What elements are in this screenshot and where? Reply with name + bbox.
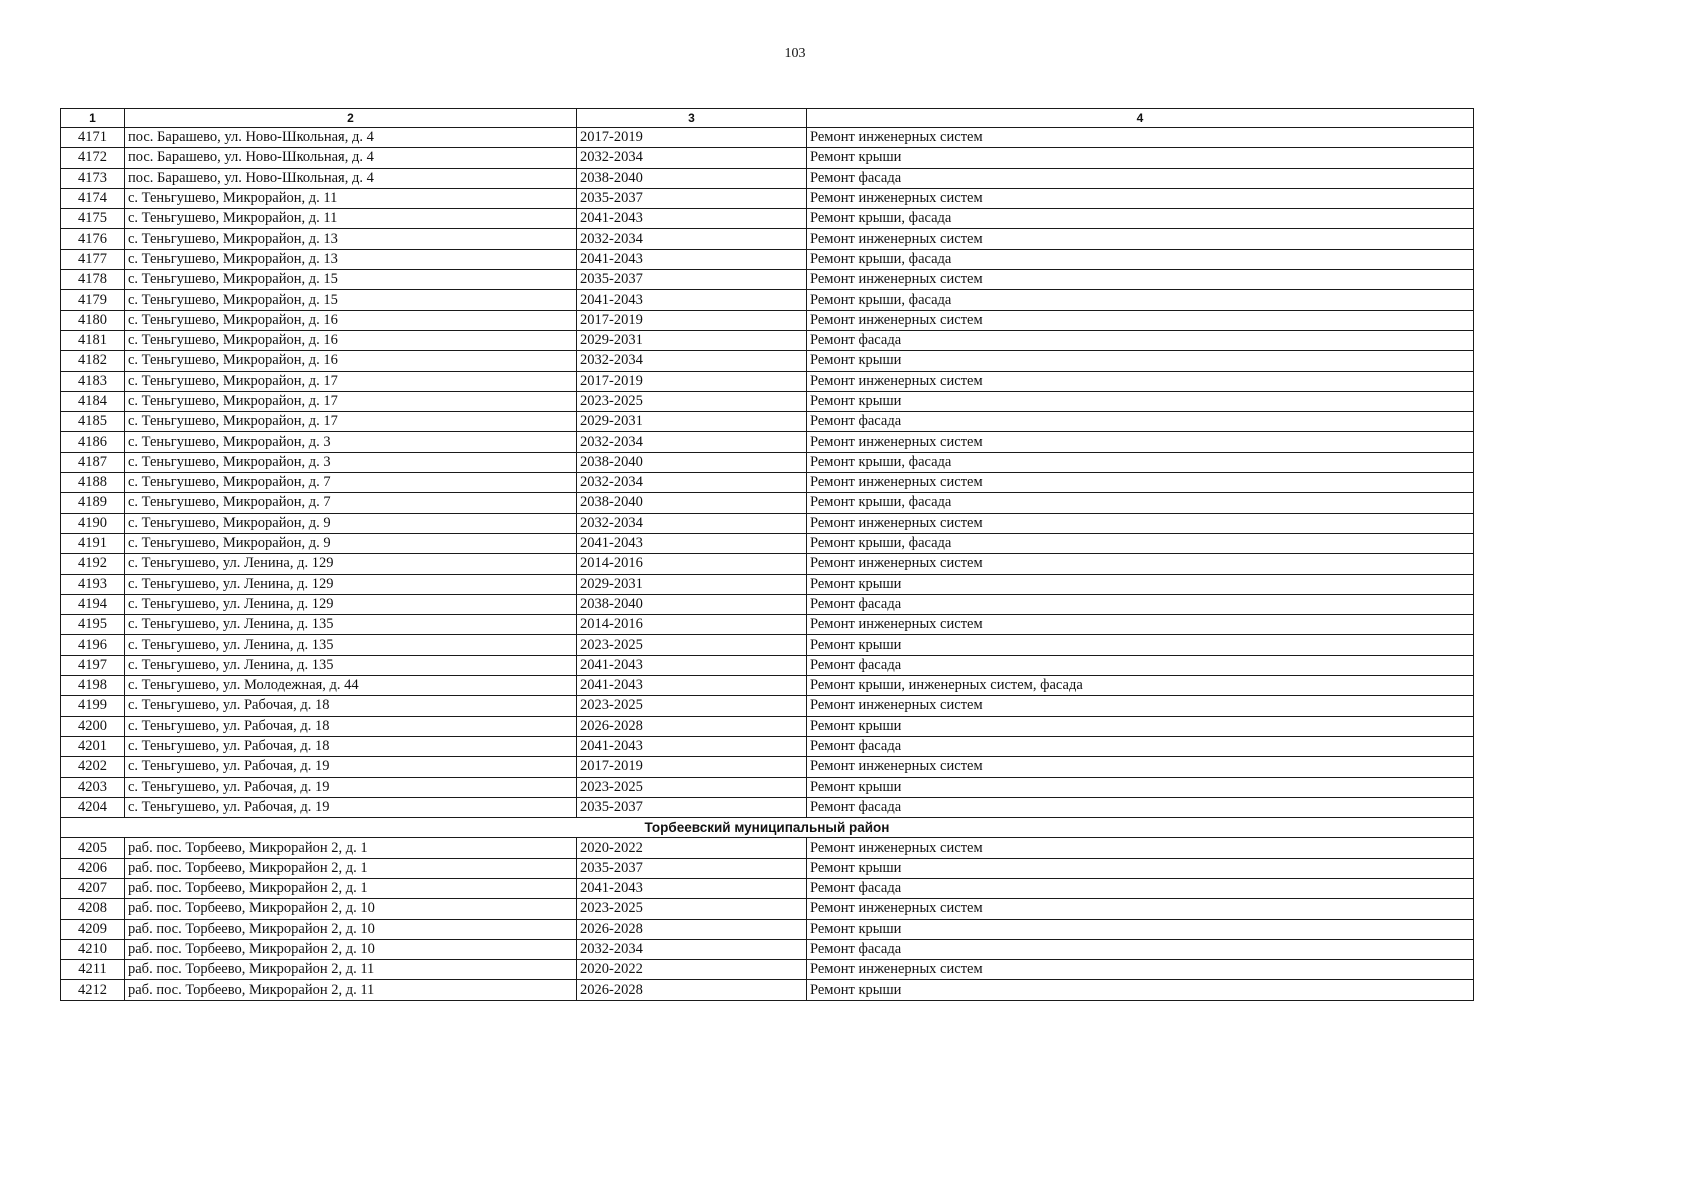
address-cell: с. Теньгушево, ул. Ленина, д. 129 xyxy=(125,554,577,574)
address-cell: с. Теньгушево, ул. Ленина, д. 129 xyxy=(125,574,577,594)
address-cell: с. Теньгушево, Микрорайон, д. 9 xyxy=(125,513,577,533)
row-number: 4200 xyxy=(61,716,125,736)
table-row xyxy=(61,452,1474,472)
table-row xyxy=(61,635,1474,655)
table-row xyxy=(61,736,1474,756)
row-number: 4207 xyxy=(61,878,125,898)
row-number: 4190 xyxy=(61,513,125,533)
work-type-cell: Ремонт крыши, фасада xyxy=(807,452,1474,472)
table-row xyxy=(61,513,1474,533)
row-number: 4204 xyxy=(61,797,125,817)
table-row xyxy=(61,980,1474,1000)
row-number: 4195 xyxy=(61,615,125,635)
address-cell: с. Теньгушево, ул. Рабочая, д. 19 xyxy=(125,757,577,777)
address-cell: с. Теньгушево, ул. Рабочая, д. 19 xyxy=(125,797,577,817)
table-row xyxy=(61,351,1474,371)
table-row xyxy=(61,838,1474,858)
period-cell: 2023-2025 xyxy=(577,899,807,919)
address-cell: с. Теньгушево, ул. Ленина, д. 129 xyxy=(125,594,577,614)
period-cell: 2041-2043 xyxy=(577,209,807,229)
address-cell: раб. пос. Торбеево, Микрорайон 2, д. 1 xyxy=(125,838,577,858)
work-type-cell: Ремонт крыши, инженерных систем, фасада xyxy=(807,676,1474,696)
table-row xyxy=(61,432,1474,452)
row-number: 4178 xyxy=(61,270,125,290)
row-number: 4182 xyxy=(61,351,125,371)
period-cell: 2020-2022 xyxy=(577,960,807,980)
table-row xyxy=(61,128,1474,148)
period-cell: 2026-2028 xyxy=(577,716,807,736)
row-number: 4194 xyxy=(61,594,125,614)
row-number: 4196 xyxy=(61,635,125,655)
work-type-cell: Ремонт инженерных систем xyxy=(807,432,1474,452)
period-cell: 2041-2043 xyxy=(577,676,807,696)
work-type-cell: Ремонт фасада xyxy=(807,594,1474,614)
table-row xyxy=(61,899,1474,919)
row-number: 4212 xyxy=(61,980,125,1000)
row-number: 4184 xyxy=(61,391,125,411)
address-cell: раб. пос. Торбеево, Микрорайон 2, д. 1 xyxy=(125,858,577,878)
address-cell: с. Теньгушево, Микрорайон, д. 3 xyxy=(125,452,577,472)
row-number: 4205 xyxy=(61,838,125,858)
table-row xyxy=(61,919,1474,939)
work-type-cell: Ремонт инженерных систем xyxy=(807,188,1474,208)
address-cell: с. Теньгушево, ул. Молодежная, д. 44 xyxy=(125,676,577,696)
row-number: 4210 xyxy=(61,939,125,959)
row-number: 4185 xyxy=(61,412,125,432)
work-type-cell: Ремонт инженерных систем xyxy=(807,270,1474,290)
row-number: 4187 xyxy=(61,452,125,472)
period-cell: 2026-2028 xyxy=(577,980,807,1000)
table-row xyxy=(61,878,1474,898)
work-type-cell: Ремонт крыши, фасада xyxy=(807,533,1474,553)
address-cell: раб. пос. Торбеево, Микрорайон 2, д. 10 xyxy=(125,899,577,919)
work-type-cell: Ремонт инженерных систем xyxy=(807,757,1474,777)
address-cell: с. Теньгушево, Микрорайон, д. 15 xyxy=(125,270,577,290)
row-number: 4201 xyxy=(61,736,125,756)
work-type-cell: Ремонт инженерных систем xyxy=(807,838,1474,858)
period-cell: 2032-2034 xyxy=(577,473,807,493)
table-row xyxy=(61,330,1474,350)
address-cell: с. Теньгушево, Микрорайон, д. 13 xyxy=(125,249,577,269)
table-row xyxy=(61,290,1474,310)
row-number: 4192 xyxy=(61,554,125,574)
period-cell: 2032-2034 xyxy=(577,513,807,533)
table-row xyxy=(61,412,1474,432)
address-cell: с. Теньгушево, Микрорайон, д. 16 xyxy=(125,310,577,330)
work-type-cell: Ремонт крыши xyxy=(807,980,1474,1000)
period-cell: 2038-2040 xyxy=(577,493,807,513)
period-cell: 2032-2034 xyxy=(577,432,807,452)
address-cell: с. Теньгушево, Микрорайон, д. 16 xyxy=(125,351,577,371)
period-cell: 2032-2034 xyxy=(577,148,807,168)
address-cell: раб. пос. Торбеево, Микрорайон 2, д. 10 xyxy=(125,939,577,959)
address-cell: с. Теньгушево, Микрорайон, д. 16 xyxy=(125,330,577,350)
period-cell: 2014-2016 xyxy=(577,554,807,574)
work-type-cell: Ремонт крыши, фасада xyxy=(807,493,1474,513)
table-row xyxy=(61,696,1474,716)
work-type-cell: Ремонт крыши xyxy=(807,574,1474,594)
row-number: 4193 xyxy=(61,574,125,594)
work-type-cell: Ремонт фасада xyxy=(807,330,1474,350)
period-cell: 2041-2043 xyxy=(577,533,807,553)
work-type-cell: Ремонт крыши xyxy=(807,919,1474,939)
work-type-cell: Ремонт крыши, фасада xyxy=(807,209,1474,229)
work-type-cell: Ремонт фасада xyxy=(807,878,1474,898)
work-type-cell: Ремонт инженерных систем xyxy=(807,513,1474,533)
table-row xyxy=(61,960,1474,980)
row-number: 4181 xyxy=(61,330,125,350)
period-cell: 2014-2016 xyxy=(577,615,807,635)
address-cell: пос. Барашево, ул. Ново-Школьная, д. 4 xyxy=(125,148,577,168)
work-type-cell: Ремонт крыши xyxy=(807,635,1474,655)
table-row xyxy=(61,270,1474,290)
row-number: 4177 xyxy=(61,249,125,269)
row-number: 4203 xyxy=(61,777,125,797)
table-row xyxy=(61,229,1474,249)
address-cell: с. Теньгушево, ул. Рабочая, д. 18 xyxy=(125,716,577,736)
section-title: Торбеевский муниципальный район xyxy=(61,818,1474,838)
period-cell: 2020-2022 xyxy=(577,838,807,858)
row-number: 4206 xyxy=(61,858,125,878)
period-cell: 2017-2019 xyxy=(577,371,807,391)
period-cell: 2017-2019 xyxy=(577,757,807,777)
address-cell: раб. пос. Торбеево, Микрорайон 2, д. 10 xyxy=(125,919,577,939)
period-cell: 2038-2040 xyxy=(577,168,807,188)
header-row xyxy=(61,109,1474,128)
work-type-cell: Ремонт фасада xyxy=(807,412,1474,432)
table-row xyxy=(61,249,1474,269)
row-number: 4186 xyxy=(61,432,125,452)
period-cell: 2035-2037 xyxy=(577,270,807,290)
table-row xyxy=(61,757,1474,777)
table-row xyxy=(61,148,1474,168)
row-number: 4176 xyxy=(61,229,125,249)
row-number: 4197 xyxy=(61,655,125,675)
table-row xyxy=(61,188,1474,208)
table-row xyxy=(61,209,1474,229)
table-row xyxy=(61,554,1474,574)
period-cell: 2023-2025 xyxy=(577,635,807,655)
work-type-cell: Ремонт фасада xyxy=(807,797,1474,817)
row-number: 4191 xyxy=(61,533,125,553)
address-cell: с. Теньгушево, ул. Ленина, д. 135 xyxy=(125,655,577,675)
table-row xyxy=(61,655,1474,675)
table-row xyxy=(61,473,1474,493)
col-header-1: 1 xyxy=(61,109,125,128)
address-cell: с. Теньгушево, Микрорайон, д. 17 xyxy=(125,412,577,432)
row-number: 4174 xyxy=(61,188,125,208)
row-number: 4179 xyxy=(61,290,125,310)
period-cell: 2041-2043 xyxy=(577,655,807,675)
period-cell: 2035-2037 xyxy=(577,188,807,208)
work-type-cell: Ремонт инженерных систем xyxy=(807,473,1474,493)
period-cell: 2032-2034 xyxy=(577,939,807,959)
work-type-cell: Ремонт крыши, фасада xyxy=(807,249,1474,269)
table-body xyxy=(61,128,1474,1001)
table-row xyxy=(61,716,1474,736)
work-type-cell: Ремонт крыши xyxy=(807,351,1474,371)
period-cell: 2023-2025 xyxy=(577,696,807,716)
work-type-cell: Ремонт инженерных систем xyxy=(807,128,1474,148)
row-number: 4183 xyxy=(61,371,125,391)
work-type-cell: Ремонт инженерных систем xyxy=(807,310,1474,330)
address-cell: с. Теньгушево, ул. Ленина, д. 135 xyxy=(125,635,577,655)
work-type-cell: Ремонт фасада xyxy=(807,939,1474,959)
work-type-cell: Ремонт крыши xyxy=(807,858,1474,878)
row-number: 4171 xyxy=(61,128,125,148)
work-type-cell: Ремонт инженерных систем xyxy=(807,696,1474,716)
period-cell: 2017-2019 xyxy=(577,128,807,148)
table-row xyxy=(61,777,1474,797)
table-row xyxy=(61,493,1474,513)
work-type-cell: Ремонт крыши xyxy=(807,777,1474,797)
address-cell: с. Теньгушево, Микрорайон, д. 11 xyxy=(125,188,577,208)
work-type-cell: Ремонт инженерных систем xyxy=(807,229,1474,249)
row-number: 4175 xyxy=(61,209,125,229)
period-cell: 2029-2031 xyxy=(577,574,807,594)
work-type-cell: Ремонт инженерных систем xyxy=(807,371,1474,391)
work-type-cell: Ремонт инженерных систем xyxy=(807,554,1474,574)
work-type-cell: Ремонт крыши xyxy=(807,391,1474,411)
period-cell: 2041-2043 xyxy=(577,290,807,310)
work-type-cell: Ремонт инженерных систем xyxy=(807,899,1474,919)
period-cell: 2026-2028 xyxy=(577,919,807,939)
row-number: 4202 xyxy=(61,757,125,777)
address-cell: с. Теньгушево, ул. Рабочая, д. 18 xyxy=(125,696,577,716)
page-number: 103 xyxy=(784,46,806,61)
address-cell: с. Теньгушево, Микрорайон, д. 17 xyxy=(125,371,577,391)
row-number: 4180 xyxy=(61,310,125,330)
row-number: 4199 xyxy=(61,696,125,716)
period-cell: 2023-2025 xyxy=(577,777,807,797)
row-number: 4209 xyxy=(61,919,125,939)
row-number: 4188 xyxy=(61,473,125,493)
address-cell: пос. Барашево, ул. Ново-Школьная, д. 4 xyxy=(125,128,577,148)
period-cell: 2029-2031 xyxy=(577,412,807,432)
work-type-cell: Ремонт крыши xyxy=(807,148,1474,168)
table-row xyxy=(61,676,1474,696)
work-type-cell: Ремонт крыши xyxy=(807,716,1474,736)
row-number: 4208 xyxy=(61,899,125,919)
table-row xyxy=(61,371,1474,391)
address-cell: с. Теньгушево, ул. Рабочая, д. 19 xyxy=(125,777,577,797)
address-cell: с. Теньгушево, Микрорайон, д. 13 xyxy=(125,229,577,249)
table-row xyxy=(61,594,1474,614)
repair-schedule-table xyxy=(60,108,1474,1001)
address-cell: с. Теньгушево, Микрорайон, д. 3 xyxy=(125,432,577,452)
address-cell: с. Теньгушево, Микрорайон, д. 17 xyxy=(125,391,577,411)
period-cell: 2038-2040 xyxy=(577,452,807,472)
row-number: 4211 xyxy=(61,960,125,980)
period-cell: 2038-2040 xyxy=(577,594,807,614)
period-cell: 2041-2043 xyxy=(577,249,807,269)
address-cell: с. Теньгушево, ул. Ленина, д. 135 xyxy=(125,615,577,635)
table-row xyxy=(61,797,1474,817)
period-cell: 2041-2043 xyxy=(577,736,807,756)
address-cell: раб. пос. Торбеево, Микрорайон 2, д. 11 xyxy=(125,980,577,1000)
section-row xyxy=(61,818,1474,838)
address-cell: раб. пос. Торбеево, Микрорайон 2, д. 1 xyxy=(125,878,577,898)
table-row xyxy=(61,615,1474,635)
period-cell: 2032-2034 xyxy=(577,229,807,249)
col-header-3: 3 xyxy=(577,109,807,128)
table-row xyxy=(61,391,1474,411)
table-row xyxy=(61,574,1474,594)
period-cell: 2035-2037 xyxy=(577,797,807,817)
col-header-4: 4 xyxy=(807,109,1474,128)
work-type-cell: Ремонт фасада xyxy=(807,736,1474,756)
work-type-cell: Ремонт фасада xyxy=(807,168,1474,188)
row-number: 4173 xyxy=(61,168,125,188)
period-cell: 2017-2019 xyxy=(577,310,807,330)
row-number: 4172 xyxy=(61,148,125,168)
address-cell: с. Теньгушево, Микрорайон, д. 7 xyxy=(125,493,577,513)
address-cell: с. Теньгушево, ул. Рабочая, д. 18 xyxy=(125,736,577,756)
table-row xyxy=(61,858,1474,878)
work-type-cell: Ремонт инженерных систем xyxy=(807,615,1474,635)
period-cell: 2032-2034 xyxy=(577,351,807,371)
period-cell: 2023-2025 xyxy=(577,391,807,411)
address-cell: с. Теньгушево, Микрорайон, д. 7 xyxy=(125,473,577,493)
table-row xyxy=(61,533,1474,553)
row-number: 4198 xyxy=(61,676,125,696)
row-number: 4189 xyxy=(61,493,125,513)
period-cell: 2041-2043 xyxy=(577,878,807,898)
period-cell: 2029-2031 xyxy=(577,330,807,350)
work-type-cell: Ремонт крыши, фасада xyxy=(807,290,1474,310)
address-cell: с. Теньгушево, Микрорайон, д. 11 xyxy=(125,209,577,229)
address-cell: с. Теньгушево, Микрорайон, д. 9 xyxy=(125,533,577,553)
work-type-cell: Ремонт инженерных систем xyxy=(807,960,1474,980)
col-header-2: 2 xyxy=(125,109,577,128)
address-cell: с. Теньгушево, Микрорайон, д. 15 xyxy=(125,290,577,310)
address-cell: пос. Барашево, ул. Ново-Школьная, д. 4 xyxy=(125,168,577,188)
address-cell: раб. пос. Торбеево, Микрорайон 2, д. 11 xyxy=(125,960,577,980)
table-row xyxy=(61,168,1474,188)
table-row xyxy=(61,939,1474,959)
table-row xyxy=(61,310,1474,330)
work-type-cell: Ремонт фасада xyxy=(807,655,1474,675)
period-cell: 2035-2037 xyxy=(577,858,807,878)
